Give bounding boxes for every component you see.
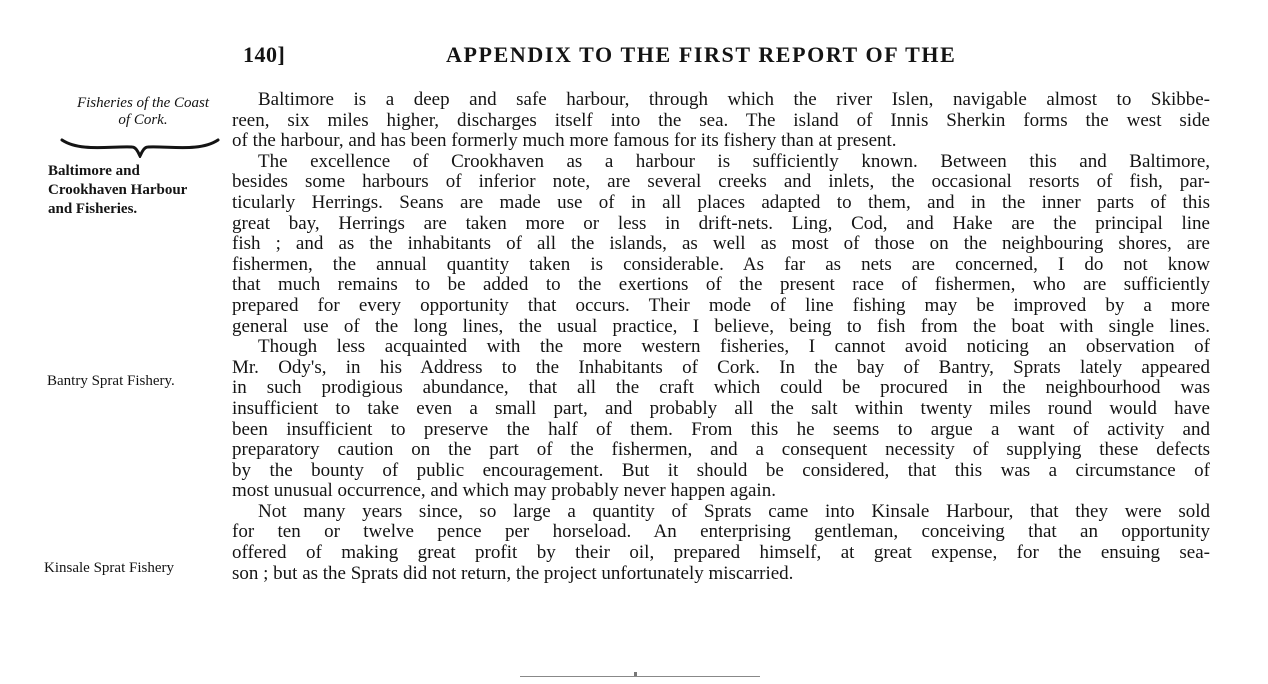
margin-note-line: Crookhaven Harbour (48, 182, 188, 198)
text-line: The excellence of Crookhaven as a harbour is sufficiently known. Between this and Baltimore, (258, 150, 1210, 172)
body-text (232, 90, 1210, 584)
text-line: prepared for every opportunity that occurs. Their mode of line fishing may be improved by a more (232, 294, 1210, 316)
margin-note-line: and Fisheries. (48, 201, 138, 217)
text-line: ticularly Herrings. Seans are made use of in all places adapted to them, and in the inner parts of this (232, 191, 1210, 213)
margin-note-line: Baltimore and (48, 163, 140, 179)
printer-mark (634, 672, 637, 676)
text-line: for ten or twelve pence per horseload. An enterprising gentleman, conceiving that an opportunity (232, 521, 1210, 543)
text-line: fishermen, the annual quantity taken is considerable. As far as nets are concerned, I do not know (232, 253, 1210, 275)
margin-note-line: Fisheries of the Coast (76, 95, 210, 111)
text-line: insufficient to take even a small part, and probably all the salt within twenty miles round would have (232, 397, 1210, 419)
margin-note-baltimore-crookhaven (48, 162, 238, 219)
margin-note-bantry-sprat: Bantry Sprat Fishery. (47, 373, 175, 389)
text-line: reen, six miles higher, discharges itself into the sea. The island of Innis Sherkin forms the west side (232, 109, 1210, 131)
text-line: fish ; and as the inhabitants of all the islands, as well as most of those on the neighbouring shores, are (232, 233, 1210, 255)
text-line: been insufficient to preserve the half of them. From this he seems to argue a want of activity and (232, 418, 1210, 440)
ornamental-flourish-icon (60, 134, 220, 158)
text-line: by the bounty of public encouragement. But it should be considered, that this was a circumstance of (232, 459, 1210, 481)
margin-note-fisheries-coast-cork (50, 95, 236, 129)
bottom-rule (520, 676, 760, 677)
text-line: Mr. Ody's, in his Address to the Inhabitants of Cork. In the bay of Bantry, Sprats lately appeared (232, 356, 1210, 378)
text-line: besides some harbours of inferior note, are several creeks and inlets, the occasional resorts of fish, par- (232, 171, 1210, 193)
running-title: APPENDIX TO THE FIRST REPORT OF THE (446, 42, 957, 67)
text-line: Baltimore is a deep and safe harbour, through which the river Islen, navigable almost to Skibbe- (258, 89, 1210, 110)
text-line: Though less acquainted with the more western fisheries, I cannot avoid noticing an observation of (258, 336, 1210, 358)
text-line: most unusual occurrence, and which may probably never happen again. (232, 480, 776, 502)
text-line: that much remains to be added to the exertions of the present race of fishermen, who are sufficiently (232, 274, 1210, 296)
text-line: great bay, Herrings are taken more or less in drift-nets. Ling, Cod, and Hake are the principal line (232, 212, 1210, 234)
page-number: 140] (243, 42, 286, 67)
text-line: in such prodigious abundance, that all the craft which could be procured in the neighbourhood was (232, 377, 1210, 399)
page-header (0, 38, 1268, 78)
margin-note-line: of Cork. (118, 112, 168, 128)
text-line: offered of making great profit by their oil, prepared himself, at great expense, for the ensuing sea- (232, 542, 1210, 564)
margin-note-kinsale-sprat: Kinsale Sprat Fishery (44, 560, 174, 576)
text-line: preparatory caution on the part of the fishermen, and a consequent necessity of supplying these defects (232, 439, 1210, 461)
text-line: general use of the long lines, the usual practice, I believe, being to fish from the boat with single lines. (232, 315, 1210, 337)
text-line: of the harbour, and has been formerly much more famous for its fishery than at present. (232, 130, 897, 152)
text-line: son ; but as the Sprats did not return, the project unfortunately miscarried. (232, 562, 794, 584)
text-line: Not many years since, so large a quantity of Sprats came into Kinsale Harbour, that they were sold (258, 500, 1210, 522)
